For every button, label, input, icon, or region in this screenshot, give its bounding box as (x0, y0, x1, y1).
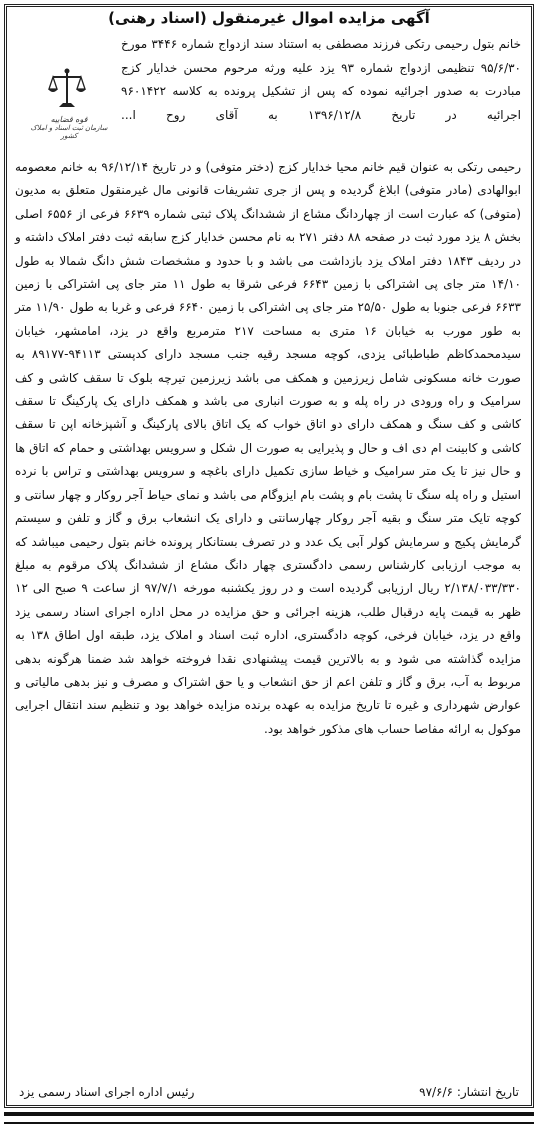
auction-notice (4, 4, 534, 1108)
notice-footer (19, 1085, 519, 1099)
notice-intro-paragraph: خانم بتول رحیمی رتکی فرزند مصطفی به استناد سند ازدواج شماره ۳۴۴۶ مورخ ۹۵/۶/۳۰ تنظیمی ازدواج شماره ۹۳ یزد علیه ورثه مرحوم محسن خدایار کزج مبادرت به صدور اجرائیه نموده که پس از تشکیل پرونده به کلاسه ۹۶۰۱۴۲۲ اجرائیه در تاریخ ۱۳۹۶/۱۲/۸ به آقای روح ا... (121, 37, 522, 122)
emblem-caption (23, 115, 115, 140)
registry-org-name: سازمان ثبت اسناد و املاک کشور (30, 124, 108, 140)
publication-date: تاریخ انتشار: ۹۷/۶/۶ (419, 1085, 519, 1099)
judiciary-caption: قوه قضاییه (50, 115, 88, 124)
signatory: رئیس اداره اجرای اسناد رسمی یزد (19, 1085, 195, 1099)
notice-body-paragraph: رحیمی رتکی به عنوان قیم خانم محیا خدایار کزج (دختر متوفی) و در تاریخ ۹۶/۱۲/۱۴ به خانم معصومه ابوالهادی (مادر متوفی) ابلاغ گردیده و پس از جری تشریفات قانونی مال غیرمنقول متعلق به مدیون (متوفی) که عبارت است از چهاردانگ مشاع از ششدانگ پلاک ثبتی شماره ۶۶۳۹ فرعی از ۶۵۵۶ اصلی بخش ۸ یزد مورد ثبت در صفحه ۸۸ دفتر ۲۷۱ به نام محسن خدایار کزج سابقه ثبت دفتر املاک داشته و در ردیف ۱۸۴۳ دفتر املاک یزد بازداشت می باشد و با حدود و مشخصات شش دانگ شمالا به طول ۱۴/۱۰ متر جای پی اشتراکی با زمین ۶۶۴۳ فرعی شرقا به طول ۱۱ متر جای پی اشتراکی با زمین ۶۶۳۳ فرعی جنوبا به طول ۲۵/۵۰ متر جای پی اشتراکی با زمین ۶۶۴۰ فرعی و غربا به طول ۱۱/۹۰ متر به طور مورب به خیابان ۱۶ متری به مساحت ۲۱۷ مترمربع واقع در یزد، امامشهر، خیابان سیدمحمدکاظم طباطبائی یزدی، کوچه مسجد رقیه جنب مسجد دارای کدپستی ۹۴۱۱۳-۸۹۱۷۷ به صورت خانه مسکونی شامل زیرزمین و همکف می باشد زیرزمین تیرچه بلوک تا سقف کاشی و کف سرامیک و راه ورودی در راه پله و به صورت انباری می باشد و همکف دارای یک پارکینگ تا سقف کاشی و کف سنگ و همکف دارای دو اتاق خواب که یک اتاق بالای پارکینگ و آشپزخانه اپن تا سقف کاشی و کابینت ام دی اف و حال و پذیرایی به صورت ال شکل و سرویس بهداشتی و حمام که اتاق ها و حال نیز تا یک متر سرامیک و خیاط سازی تکمیل دارای باغچه و سرویس بهداشتی و تراس با نرده استیل و راه پله سنگ تا پشت بام و پشت بام ایزوگام می باشد و نمای حیاط آجر روکار و چهار سانتی و کوچه تایک متر سنگ و بقیه آجر روکار چهارسانتی و دارای یک انشعاب برق و گاز و تلفن و سیستم گرمایش پکیج و سرمایش کولر آبی یک عدد و در تصرف بستانکار پرونده خانم بتول رحیمی میباشد که به موجب ارزیابی کارشناس رسمی دادگستری چهار دانگ مشاع از ششدانگ پلاک مرقوم به مبلغ ۲/۱۳۸/۰۳۳/۳۳۰ ریال ارزیابی گردیده است و در روز یکشنبه مورخه ۹۷/۷/۱ از ساعت ۹ صبح الی ۱۲ ظهر به قیمت پایه درقبال طلب، هزینه اجرائی و حق مزایده در محل اداره اجرای اسناد رسمی یزد واقع در یزد، خیابان فرخی، کوچه دادگستری، اداره ثبت اسناد و املاک یزد، طبقه اول اطاق ۱۳۸ به مزایده گذاشته می شود و به بالاترین قیمت پیشنهادی نقدا فروخته خواهد شد ضمنا هرگونه بدهی مربوط به آب، برق و گاز و تلفن اعم از حق انشعاب و یا حق اشتراک و مصرف و نیز بدهی مالیاتی و عوارض شهرداری و غیره تا تاریخ مزایده به عهده برنده مزایده خواهد بود و تنظیم سند انتقال اجرایی موکول به ارائه مفاصا حساب های مذکور خواهد بود. (15, 160, 521, 736)
notice-title: آگهی مزایده اموال غیرمنقول (اسناد رهنی) (108, 9, 430, 27)
scales-of-justice-icon (47, 67, 87, 111)
bottom-divider (4, 1112, 534, 1124)
